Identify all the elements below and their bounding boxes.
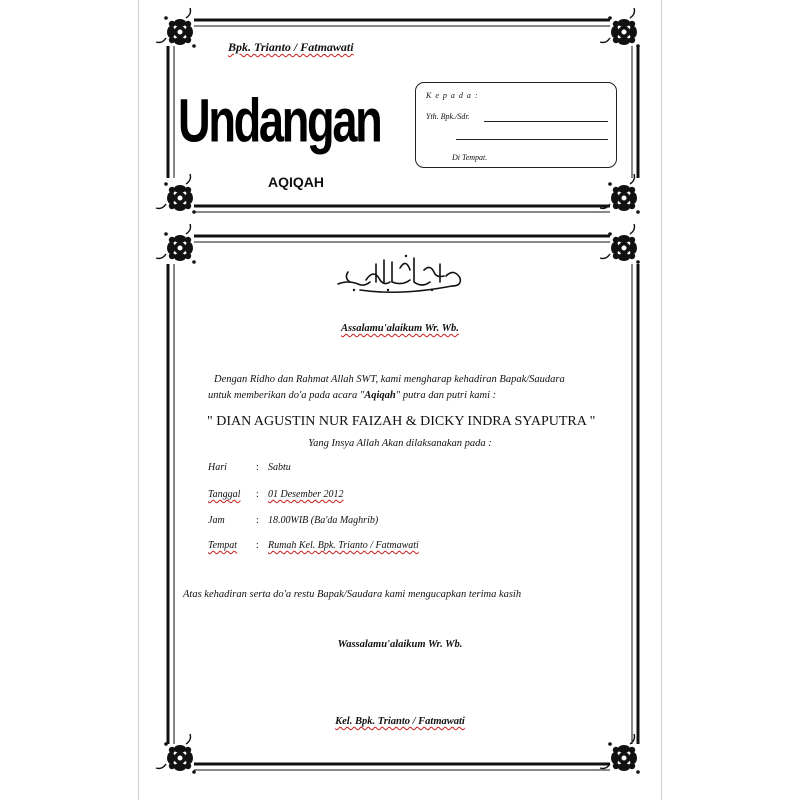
intro-line-2 [208, 390, 496, 401]
sender-name: Bpk. Trianto / Fatmawati [228, 40, 354, 54]
detail-value: Sabtu [268, 462, 291, 473]
detail-label: Tempat [208, 540, 238, 551]
detail-value: 01 Desember 2012 [268, 489, 344, 500]
recipient-line-2 [456, 139, 608, 140]
detail-label: Tanggal [208, 489, 241, 500]
detail-row-time: Jam : 18.00WIB (Ba'da Maghrib) [208, 515, 379, 526]
intro-line-2-tail: " putra dan putri kami : [395, 390, 497, 401]
event-subtitle: AQIQAH [268, 174, 324, 190]
thanks-text: Atas kehadiran serta do'a restu Bapak/Saudara kami mengucapkan terima kasih [183, 589, 522, 600]
detail-row-date: Tanggal : 01 Desember 2012 [208, 489, 344, 500]
opening-greeting: Assalamu'alaikum Wr. Wb. [341, 323, 459, 334]
closing-greeting: Wassalamu'alaikum Wr. Wb. [337, 639, 463, 650]
address-box [415, 82, 617, 168]
children-names: " DIAN AGUSTIN NUR FAIZAH & DICKY INDRA SYAPUTRA " [207, 414, 596, 429]
invitation-title: Undangan [178, 87, 381, 156]
detail-label: Jam [208, 515, 225, 526]
detail-row-day: Hari : Sabtu [208, 462, 291, 473]
detail-value: Rumah Kel. Bpk. Trianto / Fatmawati [268, 540, 419, 551]
bismillah-calligraphy [330, 250, 470, 296]
to-label: K e p a d a : [426, 91, 479, 100]
detail-label: Hari [208, 462, 227, 473]
recipient-line [484, 121, 608, 122]
recipient-label: Yth. Bpk./Sdr. [426, 112, 470, 121]
place-label: Di Tempat. [452, 153, 488, 162]
detail-value: 18.00WIB (Ba'da Maghrib) [268, 515, 379, 526]
signature: Kel. Bpk. Trianto / Fatmawati [335, 716, 465, 727]
held-on-text: Yang Insya Allah Akan dilaksanakan pada : [308, 438, 492, 449]
event-name: Aqiqah [364, 390, 396, 401]
intro-line-2-text: untuk memberikan do'a pada acara " [208, 390, 365, 401]
detail-row-place: Tempat : Rumah Kel. Bpk. Trianto / Fatmawati [208, 540, 419, 551]
intro-line-1: Dengan Ridho dan Rahmat Allah SWT, kami mengharap kehadiran Bapak/Saudara [214, 374, 565, 385]
